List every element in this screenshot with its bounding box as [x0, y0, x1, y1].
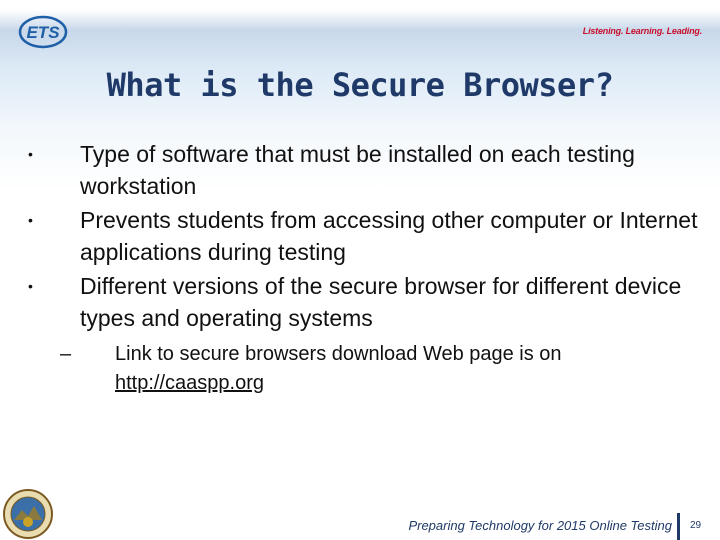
footer-divider	[677, 513, 680, 540]
bullet-text: Prevents students from accessing other computer or Internet applications during testing	[80, 207, 698, 265]
svg-text:ETS: ETS	[26, 23, 60, 42]
bullet-dot-icon: •	[28, 278, 33, 294]
state-seal-icon	[2, 488, 54, 540]
sub-bullet-text: Link to secure browsers download Web page is on	[115, 343, 562, 365]
tagline: Listening. Learning. Leading.	[582, 26, 702, 36]
caaspp-link[interactable]: http://caaspp.org	[115, 372, 264, 394]
bullet-item	[28, 204, 708, 268]
bullet-dot-icon: •	[28, 212, 33, 228]
bullet-text: Different versions of the secure browser for different device types and operating systems	[80, 273, 682, 331]
bullet-dot-icon: •	[28, 146, 33, 162]
page-number: 29	[690, 520, 702, 531]
sub-bullet-dash: –	[60, 343, 72, 365]
bullet-list	[28, 138, 708, 336]
bullet-text: Type of software that must be installed on each testing workstation	[80, 141, 635, 199]
sub-bullet	[60, 340, 695, 398]
bullet-item	[28, 270, 708, 334]
ets-logo	[18, 14, 68, 50]
slide-title: What is the Secure Browser?	[106, 66, 614, 104]
footer-presentation-title: Preparing Technology for 2015 Online Testing	[408, 518, 672, 533]
bullet-item	[28, 138, 708, 202]
